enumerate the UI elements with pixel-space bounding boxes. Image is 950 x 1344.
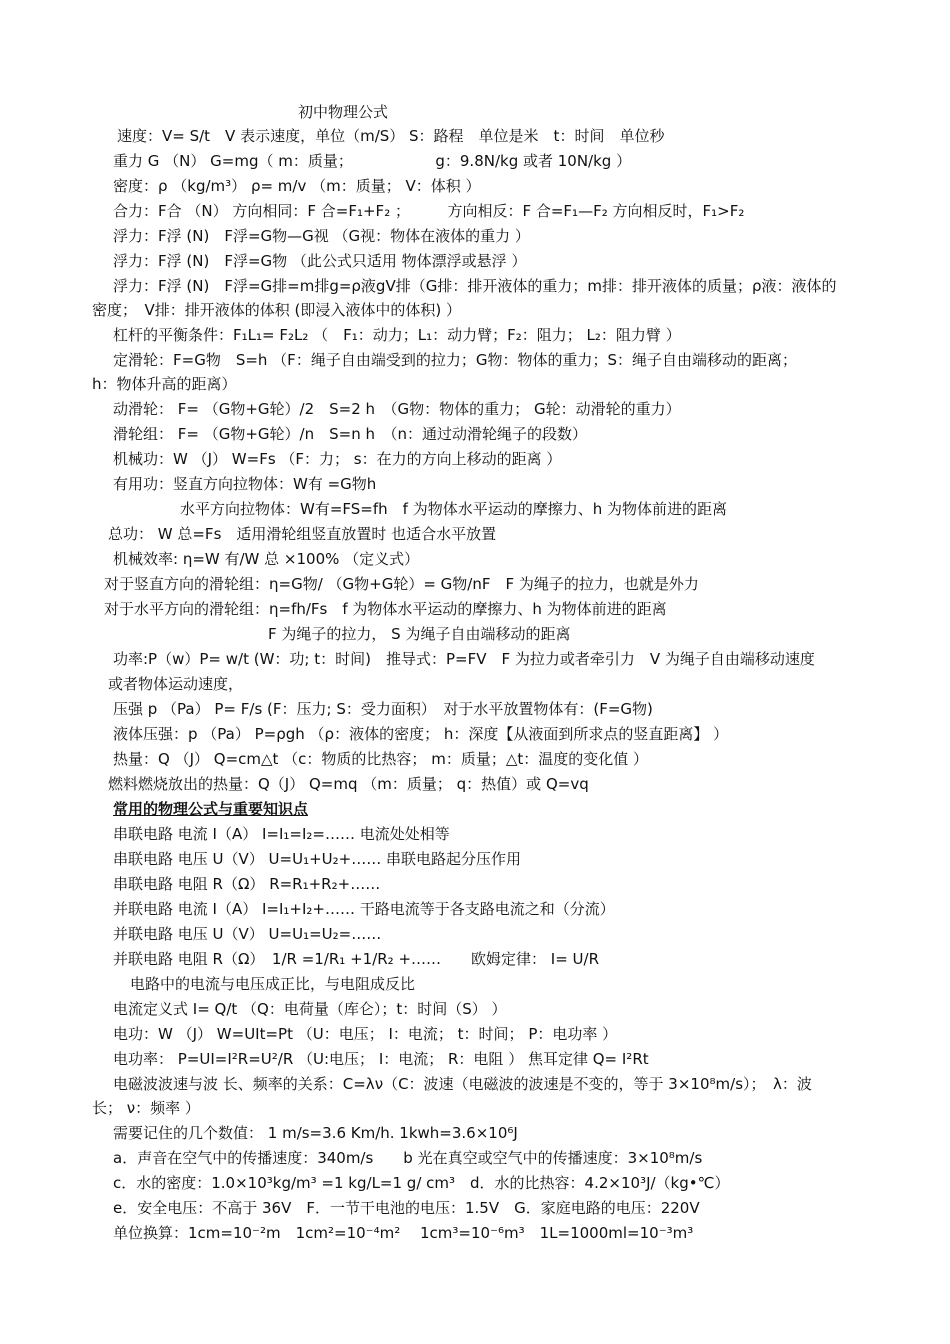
formula-line: 速度：V= S/t V 表示速度，单位（m/S） S：路程 单位是米 t：时间 单位秒 bbox=[117, 127, 665, 145]
formula-line: 有用功：竖直方向拉物体：W有 =G物h bbox=[113, 475, 377, 493]
formula-line: h：物体升高的距离） bbox=[92, 375, 237, 393]
formula-line: 并联电路 电流 I（A） I=I₁+I₂+…… 干路电流等于各支路电流之和（分流） bbox=[113, 900, 615, 918]
formula-line: 密度：ρ （kg/m³） ρ= m/v （m：质量； V：体积 ） bbox=[113, 177, 481, 195]
formula-line: 电磁波波速与波 长、频率的关系：C=λν（C：波速（电磁波的波速是不变的，等于 3×10⁸m/s）； λ：波 bbox=[113, 1075, 812, 1093]
formula-line: F 为绳子的拉力， S 为绳子自由端移动的距离 bbox=[268, 625, 571, 643]
formula-line: e．安全电压：不高于 36V F．一节干电池的电压：1.5V G．家庭电路的电压：220V bbox=[113, 1199, 700, 1217]
formula-line: 电功率： P=UI=I²R=U²/R （U:电压； I：电流； R：电阻 ） 焦耳定律 Q= I²Rt bbox=[113, 1050, 649, 1068]
formula-line: 对于水平方向的滑轮组：η=fh/Fs f 为物体水平运动的摩擦力、h 为物体前进的距离 bbox=[104, 600, 667, 618]
formula-line: 长； ν：频率 ） bbox=[92, 1099, 200, 1117]
formula-line: 并联电路 电阻 R（Ω） 1/R =1/R₁ +1/R₂ +…… 欧姆定律： I= U/R bbox=[113, 950, 600, 968]
formula-line: 滑轮组： F= （G物+G轮）/n S=n h （n：通过动滑轮绳子的段数） bbox=[113, 425, 587, 443]
formula-line: 串联电路 电压 U（V） U=U₁+U₂+…… 串联电路起分压作用 bbox=[113, 850, 521, 868]
formula-line: 水平方向拉物体：W有=FS=fh f 为物体水平运动的摩擦力、h 为物体前进的距离 bbox=[180, 500, 727, 518]
formula-line: 机械功：W （J） W=Fs （F：力； s：在力的方向上移动的距离 ） bbox=[113, 450, 562, 468]
formula-line: 电功：W （J） W=UIt=Pt （U：电压； I：电流； t：时间； P：电功率 ） bbox=[113, 1025, 618, 1043]
formula-line: 电路中的电流与电压成正比，与电阻成反比 bbox=[130, 975, 416, 993]
formula-line: 单位换算：1cm=10⁻²m 1cm²=10⁻⁴m² 1cm³=10⁻⁶m³ 1L=1000ml=10⁻³m³ bbox=[113, 1224, 694, 1242]
formula-line: 浮力：F浮 (N) F浮=G排=m排g=ρ液gV排（G排：排开液体的重力；m排：排开液体的质量；ρ液：液体的 bbox=[113, 277, 837, 295]
formula-line: 重力 G （N） G=mg（ m：质量； g：9.8N/kg 或者 10N/kg ） bbox=[113, 152, 632, 170]
formula-line: 对于竖直方向的滑轮组：η=G物/ （G物+G轮）= G物/nF F 为绳子的拉力，也就是外力 bbox=[104, 575, 699, 593]
formula-line: 动滑轮： F= （G物+G轮）/2 S=2 h （G物：物体的重力； G轮：动滑轮的重力） bbox=[113, 400, 681, 418]
formula-line: 总功： W 总=Fs 适用滑轮组竖直放置时 也适合水平放置 bbox=[108, 525, 497, 543]
formula-line: 燃料燃烧放出的热量：Q（J） Q=mq （m：质量； q：热值）或 Q=vq bbox=[108, 775, 589, 793]
formula-line: 功率:P（w）P= w/t (W：功; t：时间) 推导式：P=FV F 为拉力或者牵引力 V 为绳子自由端移动速度 bbox=[113, 650, 815, 668]
formula-line: 常用的物理公式与重要知识点 bbox=[113, 800, 309, 818]
formula-line: a．声音在空气中的传播速度：340m/s b 光在真空或空气中的传播速度：3×10⁸m/s bbox=[113, 1149, 703, 1167]
formula-line: 杠杆的平衡条件：F₁L₁= F₂L₂ （ F₁：动力；L₁：动力臂；F₂：阻力； L₂：阻力臂 ） bbox=[113, 326, 681, 344]
formula-line: 或者物体运动速度， bbox=[108, 675, 244, 693]
formula-line: 串联电路 电阻 R（Ω） R=R₁+R₂+…… bbox=[113, 875, 381, 893]
formula-line: 需要记住的几个数值： 1 m/s=3.6 Km/h. 1kwh=3.6×10⁶J bbox=[113, 1124, 518, 1142]
formula-line: c．水的密度：1.0×10³kg/m³ =1 kg/L=1 g/ cm³ d．水的比热容：4.2×10³J/（kg•℃） bbox=[113, 1174, 730, 1192]
formula-line: 液体压强：p （Pa） P=ρgh （ρ：液体的密度； h：深度【从液面到所求点的竖直距离】 ） bbox=[113, 725, 729, 743]
doc-title: 初中物理公式 bbox=[298, 103, 389, 121]
formula-line: 浮力：F浮 (N) F浮=G物—G视 （G视：物体在液体的重力 ） bbox=[113, 227, 530, 245]
formula-line: 定滑轮：F=G物 S=h （F：绳子自由端受到的拉力；G物：物体的重力；S：绳子自由端移动的距离； bbox=[113, 351, 797, 369]
formula-line: 浮力：F浮 (N) F浮=G物 （此公式只适用 物体漂浮或悬浮 ） bbox=[113, 252, 527, 270]
formula-line: 机械效率: η=W 有/W 总 ×100% （定义式） bbox=[113, 550, 420, 568]
formula-line: 合力：F合 （N） 方向相同：F 合=F₁+F₂ ； 方向相反：F 合=F₁—F₂ 方向相反时，F₁>F₂ bbox=[113, 202, 745, 220]
formula-line: 密度； V排：排开液体的体积 (即浸入液体中的体积) ） bbox=[92, 301, 462, 319]
formula-line: 压强 p （Pa） P= F/s (F：压力; S：受力面积） 对于水平放置物体有：(F=G物) bbox=[113, 700, 653, 718]
formula-line: 并联电路 电压 U（V） U=U₁=U₂=…… bbox=[113, 925, 382, 943]
formula-line: 串联电路 电流 I（A） I=I₁=I₂=…… 电流处处相等 bbox=[113, 825, 450, 843]
formula-line: 热量：Q （J） Q=cm△t （c：物质的比热容； m：质量；△t：温度的变化值 ） bbox=[113, 750, 649, 768]
formula-line: 电流定义式 I= Q/t （Q：电荷量（库仑）；t：时间（S） ） bbox=[113, 1000, 507, 1018]
